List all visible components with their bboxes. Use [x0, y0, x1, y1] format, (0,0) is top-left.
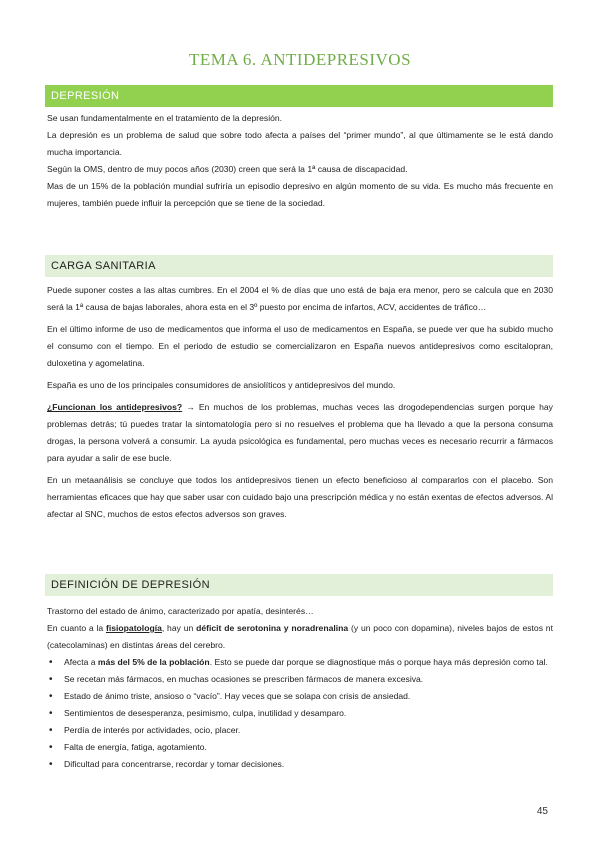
paragraph: Según la OMS, dentro de muy pocos años (2030) creen que será la 1ª causa de discapacidad.: [47, 164, 408, 174]
list-item-text: . Esto se puede dar porque se diagnostique más o porque haya más depresión como tal.: [209, 657, 548, 667]
paragraph-text: En cuanto a la: [47, 623, 106, 633]
list-item-emphasis: más del 5% de la población: [97, 657, 210, 667]
paragraph: En un metaanálisis se concluye que todos los antidepresivos tienen un efecto beneficioso al compararlos con el placebo. Son herramientas eficaces que hay que saber usar con cuidado bajo una prescripción médica y no están exentas de efectos adversos. Al afectar al SNC, muchos de estos efectos adversos son graves.: [47, 475, 553, 519]
symptom-list: [47, 654, 553, 773]
section-heading-definicion: DEFINICIÓN DE DEPRESIÓN: [45, 574, 553, 596]
paragraph: [47, 399, 553, 467]
list-item: • Se recetan más fármacos, en muchas ocasiones se prescriben fármacos de manera excesiva.: [47, 671, 553, 688]
paragraph: En el último informe de uso de medicamentos que informa el uso de medicamentos en España, se puede ver que ha subido mucho el consumo con el tiempo. En el periodo de estudio se comercializaron en España nuevos antidepresivos como escitalopran, duloxetina y agomelatina.: [47, 324, 553, 368]
paragraph-text: → En muchos de los problemas, muchas veces las drogodependencias surgen porque hay problemas detrás; tú puedes tratar la sintomatología pero si no resuelves el problema que ha llevado a que la persona consuma drogas, la persona volverá a consumir. La ayuda psicológica es fundamental, pero muchas veces es necesario recurrir a fármacos para ayudar a salir de ese bucle.: [47, 402, 553, 463]
paragraph: Mas de un 15% de la población mundial sufriría un episodio depresivo en algún momento de su vida. Es mucho más frecuente en mujeres, también puede influir la percepción que se tiene de la sociedad.: [47, 181, 553, 208]
section-heading-carga-sanitaria: CARGA SANITARIA: [45, 255, 553, 277]
list-item: [47, 654, 553, 671]
list-item: • Perdía de interés por actividades, ocio, placer.: [47, 722, 553, 739]
paragraph: La depresión es un problema de salud que sobre todo afecta a países del “primer mundo”, al que últimamente se le está dando mucha importancia.: [47, 130, 553, 157]
paragraph-text: (y un poco con dopamina), niveles bajos de estos nt (catecolaminas) en distintas áreas del cerebro.: [47, 623, 553, 650]
paragraph: Puede suponer costes a las altas cumbres. En el 2004 el % de días que uno está de baja era menor, pero se calcula que en 2030 será la 1ª causa de bajas laborales, ahora esta en el 3º puesto por encima de infartos, ACV, accidentes de tráfico…: [47, 285, 553, 312]
section-body-depresion: [47, 110, 553, 212]
list-item: • Sentimientos de desesperanza, pesimismo, culpa, inutilidad y desamparo.: [47, 705, 553, 722]
section-body-definicion: [47, 603, 553, 773]
list-item: • Falta de energía, fatiga, agotamiento.: [47, 739, 553, 756]
section-heading-depresion: DEPRESIÓN: [45, 85, 553, 107]
list-item-text: Afecta a: [64, 657, 98, 667]
term-fisiopatologia: fisiopatología: [106, 623, 162, 633]
document-title: TEMA 6. ANTIDEPRESIVOS: [188, 50, 412, 69]
paragraph: Se usan fundamentalmente en el tratamiento de la depresión.: [47, 113, 283, 123]
term-deficit: déficit de serotonina y noradrenalina: [196, 623, 349, 633]
question-link-text: ¿Funcionan los antidepresivos?: [47, 402, 183, 412]
section-body-carga-sanitaria: [47, 282, 553, 523]
page-number: 45: [536, 806, 548, 817]
list-item: • Dificultad para concentrarse, recordar y tomar decisiones.: [47, 756, 553, 773]
paragraph: Trastorno del estado de ánimo, caracterizado por apatía, desinterés…: [47, 606, 314, 616]
paragraph: [47, 620, 553, 654]
list-item: • Estado de ánimo triste, ansioso o “vacío”. Hay veces que se solapa con crisis de ansiedad.: [47, 688, 553, 705]
paragraph-text: , hay un: [161, 623, 197, 633]
paragraph: España es uno de los principales consumidores de ansiolíticos y antidepresivos del mundo.: [47, 380, 396, 390]
